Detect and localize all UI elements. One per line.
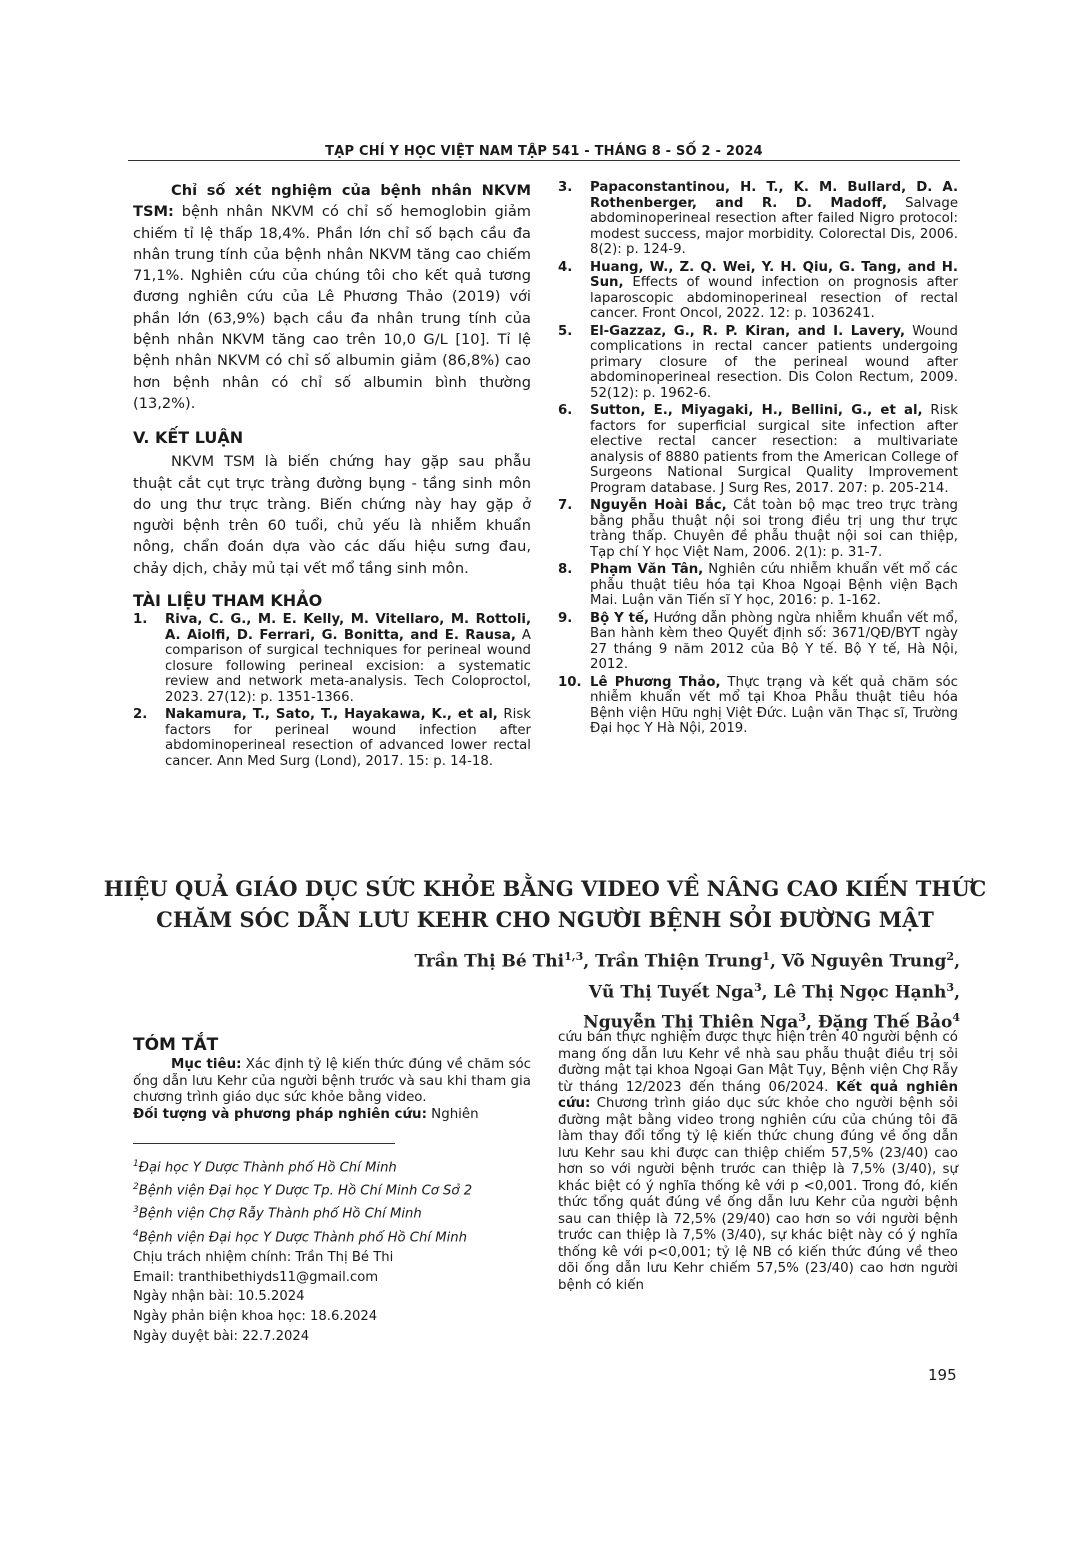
footnote-rule — [133, 1143, 395, 1144]
abstract-methods-continued: cứu bán thực nghiệm được thực hiện trên 40 người bệnh có mang ống dẫn lưu Kehr về nhà sau phẫu thuật điều trị sỏi đường mật tại khoa Ngoại Gan Mật Tụy, Bệnh viện Chợ Rẫy từ tháng 12/2023 đến tháng 06/2024. Kết quả nghiên cứu: Chương trình giáo dục sức khỏe cho người bệnh sỏi đường mật bằng video trong nghiên cứu của chúng tôi đã làm thay đổi tổng tỷ lệ kiến thức chung đúng về ống dẫn lưu Kehr sau khi được can thiệp chiếm 57,5% (23/40) cao hơn so với người bệnh trước can thiệp là 7,5% (3/40), sự khác biệt có ý nghĩa thống kê với p <0,001. Trong đó, kiến thức tổng quát đúng về ống dẫn lưu Kehr của người bệnh sau can thiệp là 72,5% (29/40) cao hơn so với người bệnh trước can thiệp là 7,5% (3/40), sự khác biệt này có ý nghĩa thống kê với p<0,001; tỷ lệ NB có kiến thức đúng về theo dõi ống dẫn lưu Kehr chiếm 57,5% (23/40) cao hơn người bệnh có kiến — [558, 1030, 958, 1293]
left-column — [133, 180, 531, 771]
date-reviewed: Ngày phản biện khoa học: 18.6.2024 — [133, 1309, 378, 1325]
reference-item: 6. Sutton, E., Miyagaki, H., Bellini, G., et al, Risk factors for superficial surgical site infection after elective rectal cancer resection: a multivariate analysis of 8880 patients from the American College of Surgeons National Surgical Quality Improvement Program database. J Surg Res, 2017. 207: p. 205-214. — [558, 403, 958, 496]
footnotes — [133, 1155, 531, 1347]
affiliation-2: $^2$Bệnh viện Đại học Y Dược Tp. Hồ Chí Minh Cơ Sở 2 — [133, 1182, 473, 1199]
section-conclusion-heading: V. KẾT LUẬN — [133, 428, 244, 448]
email: Email: tranthibethiyds11@gmail.com — [133, 1269, 379, 1285]
article-title-line-1: HIỆU QUẢ GIÁO DỤC SỨC KHỎE BẰNG VIDEO VỀ NÂNG CAO KIẾN THỨC — [103, 876, 987, 901]
article-title-line-2: CHĂM SÓC DẪN LƯU KEHR CHO NGƯỜI BỆNH SỎI ĐƯỜNG MẬT — [156, 907, 934, 932]
lab-results-heading: Chỉ số xét nghiệm của bệnh nhân NKVM TSM: — [133, 182, 531, 221]
lab-results-paragraph — [133, 180, 531, 414]
header-rule — [128, 160, 960, 161]
date-received: Ngày nhận bài: 10.5.2024 — [133, 1289, 305, 1305]
abstract-right — [558, 1030, 958, 1294]
abstract-objective: Mục tiêu: Xác định tỷ lệ kiến thức đúng về chăm sóc ống dẫn lưu Kehr của người bệnh trước và sau khi tham gia chương trình giáo dục sức khỏe bằng video. — [133, 1057, 532, 1105]
responsible-author: Chịu trách nhiệm chính: Trần Thị Bé Thi — [133, 1249, 394, 1265]
author-line-2: Vũ Thị Tuyết Nga$^3$, Lê Thị Ngọc Hạnh$^3$, — [588, 980, 960, 1003]
article-title — [100, 873, 990, 935]
abstract-heading: TÓM TẮT — [133, 1035, 219, 1055]
reference-item: 1. Riva, C. G., M. E. Kelly, M. Vitellaro, M. Rottoli, A. Aiolfi, D. Ferrari, G. Bonitta, and E. Rausa, A comparison of surgical techniques for perineal wound closure following perineal excision: a systematic review and network meta-analysis. Tech Coloproctol, 2023. 27(12): p. 1351-1366. — [133, 612, 531, 705]
affiliation-4: $^4$Bệnh viện Đại học Y Dược Thành phố Hồ Chí Minh — [133, 1228, 467, 1245]
lab-results-text: bệnh nhân NKVM có chỉ số hemoglobin giảm chiếm tỉ lệ thấp 18,4%. Phần lớn chỉ số bạch cầu đa nhân trung tính của bệnh nhân NKVM tăng cao chiếm 71,1%. Nghiên cứu của chúng tôi cho kết quả tương đương nghiên cứu của Lê Phương Thảo (2019) với phần lớn (63,9%) bạch cầu đa nhân trung tính của bệnh nhân NKVM tăng cao trên 10,0 G/L [10]. Tỉ lệ bệnh nhân NKVM có chỉ số albumin giảm (86,8%) cao hơn bệnh nhân có chỉ số albumin bình thường (13,2%). — [133, 203, 531, 412]
reference-item: 8. Phạm Văn Tân, Nghiên cứu nhiễm khuẩn vết mổ các phẫu thuật tiêu hóa tại Khoa Ngoại Bệnh viện Bạch Mai. Luận văn Tiến sĩ Y học, 2016: p. 1-162. — [558, 562, 958, 608]
author-list — [414, 944, 960, 1036]
reference-item: 2. Nakamura, T., Sato, T., Hayakawa, K., et al, Risk factors for perineal wound infection after abdominoperineal resection of advanced lower rectal cancer. Ann Med Surg (Lond), 2017. 15: p. 14-18. — [133, 707, 531, 769]
author-line-3: Nguyễn Thị Thiên Nga$^3$, Đặng Thế Bảo$^4$ — [583, 1011, 960, 1033]
references-heading: TÀI LIỆU THAM KHẢO — [133, 591, 323, 611]
reference-item: 7. Nguyễn Hoài Bắc, Cắt toàn bộ mạc treo trực tràng bằng phẫu thuật nội soi trong điều trị ung thư trực tràng thấp. Chuyên đề phẫu thuật nội soi can thiệp, Tạp chí Y học Việt Nam, 2006. 2(1): p. 31-7. — [558, 498, 958, 560]
reference-item: 10. Lê Phương Thảo, Thực trạng và kết quả chăm sóc nhiễm khuẩn vết mổ tại Khoa Phẫu thuật tiêu hóa Bệnh viện Hữu nghị Việt Đức. Luận văn Thạc sĩ, Trường Đại học Y Hà Nội, 2019. — [558, 674, 958, 736]
author-line-1: Trần Thị Bé Thi$^{1,3}$, Trần Thiện Trung$^1$, Võ Nguyên Trung$^2$, — [414, 950, 960, 972]
conclusion-paragraph: NKVM TSM là biến chứng hay gặp sau phẫu thuật cắt cụt trực tràng đường bụng - tầng sinh môn do ung thư trực tràng. Biến chứng này hay gặp ở người bệnh trên 60 tuổi, chủ yếu là nhiễm khuẩn nông, chẩn đoán dựa vào các dấu hiệu sưng đau, chảy dịch, chảy mủ tại vết mổ tầng sinh môn. — [133, 453, 531, 577]
affiliation-3: $^3$Bệnh viện Chợ Rẫy Thành phố Hồ Chí Minh — [133, 1205, 422, 1222]
abstract-left — [133, 1057, 531, 1123]
reference-item: 4. Huang, W., Z. Q. Wei, Y. H. Qiu, G. Tang, and H. Sun, Effects of wound infection on prognosis after laparoscopic abdominoperineal resection of rectal cancer. Front Oncol, 2022. 12: p. 1036241. — [558, 259, 958, 321]
abstract-methods-start: Đối tượng và phương pháp nghiên cứu: Nghiên — [133, 1106, 479, 1122]
affiliation-1: $^1$Đại học Y Dược Thành phố Hồ Chí Minh — [133, 1159, 397, 1176]
reference-item: 5. El-Gazzaz, G., R. P. Kiran, and I. Lavery, Wound complications in rectal cancer patients undergoing primary closure of the perineal wound after abdominoperineal resection. Dis Colon Rectum, 2009. 52(12): p. 1962-6. — [558, 323, 958, 401]
date-accepted: Ngày duyệt bài: 22.7.2024 — [133, 1328, 310, 1344]
page-number: 195 — [928, 1366, 957, 1384]
reference-item: 9. Bộ Y tế, Hướng dẫn phòng ngừa nhiễm khuẩn vết mổ, Ban hành kèm theo Quyết định số: 3671/QĐ/BYT ngày 27 tháng 9 năm 2012 của Bộ Y tế. Bộ Y tế, Hà Nội, 2012. — [558, 610, 958, 672]
right-column — [558, 180, 958, 739]
journal-header: TẠP CHÍ Y HỌC VIỆT NAM TẬP 541 - THÁNG 8 - SỐ 2 - 2024 — [325, 144, 763, 159]
reference-item: 3. Papaconstantinou, H. T., K. M. Bullard, D. A. Rothenberger, and R. D. Madoff, Salvage abdominoperineal resection after failed Nigro protocol: modest success, major morbidity. Colorectal Dis, 2006. 8(2): p. 124-9. — [558, 180, 958, 257]
